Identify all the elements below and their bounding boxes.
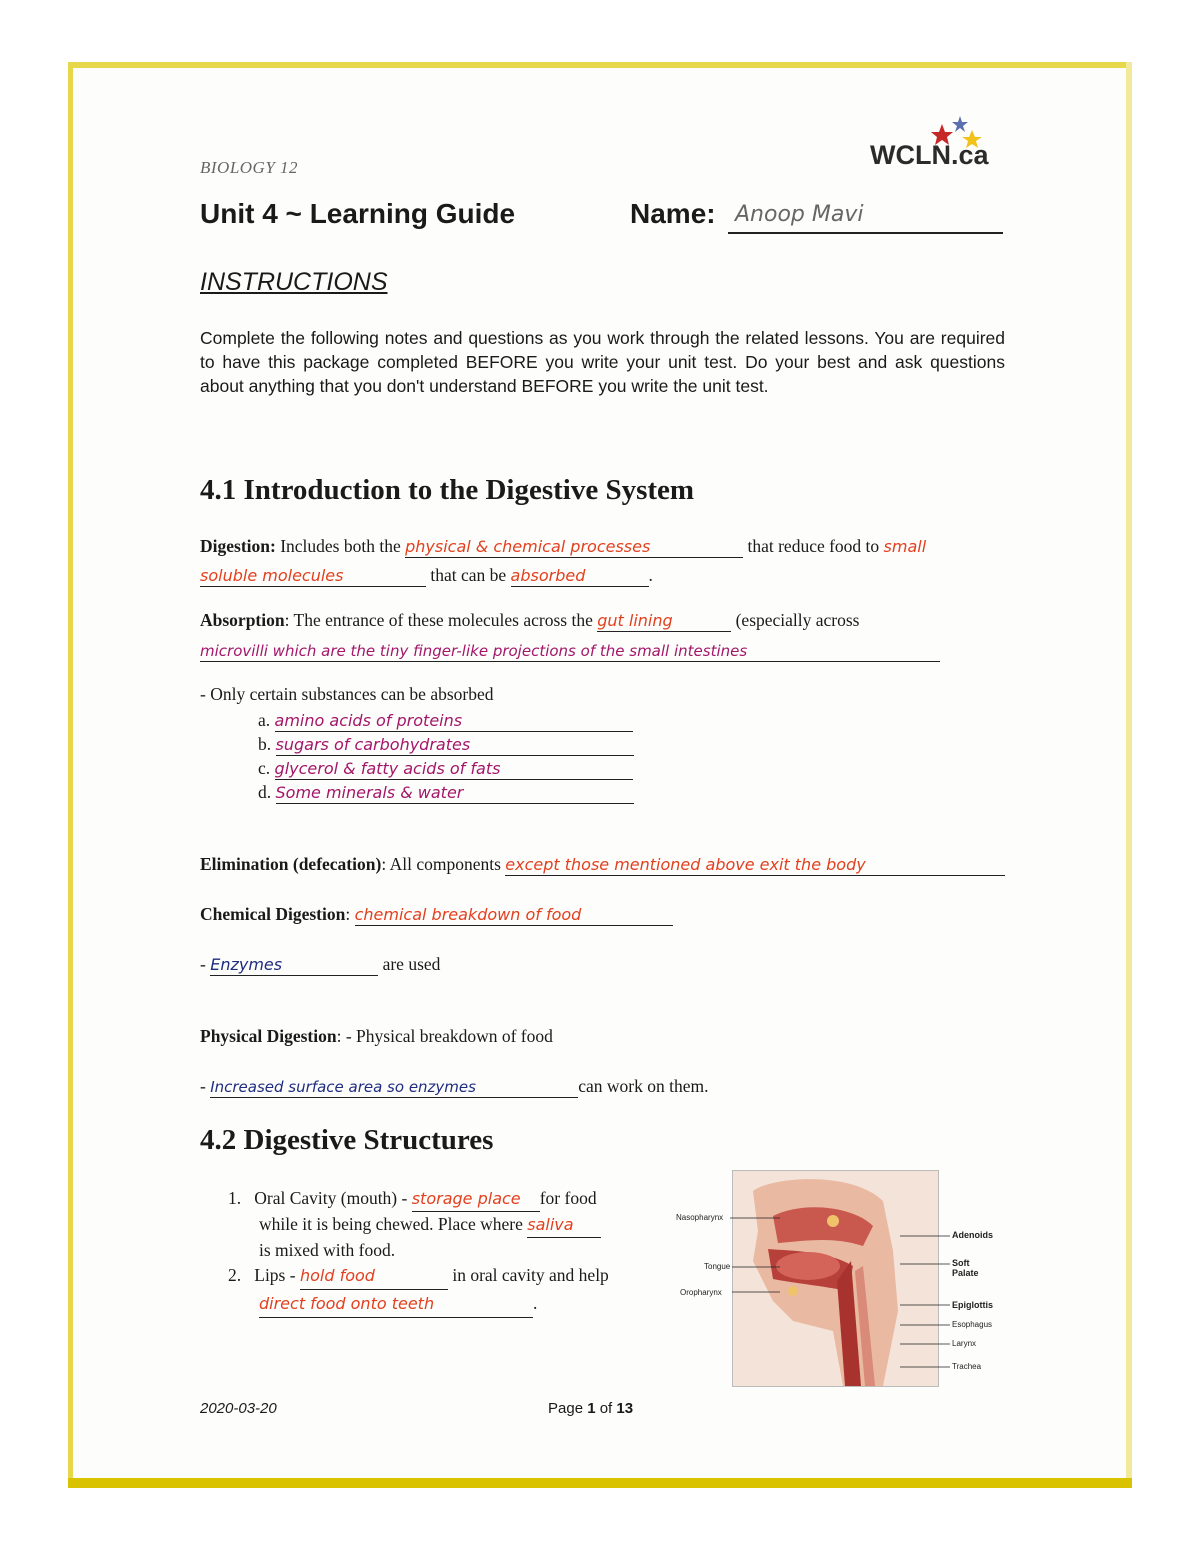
footer-date: 2020-03-20 [200,1400,277,1417]
absorbed-letter: b. [258,734,272,754]
item1-text-1: Oral Cavity (mouth) - [254,1188,412,1208]
absorbed-blank[interactable] [276,782,634,804]
enzymes-dash: - [200,954,211,974]
enzymes-answer: Enzymes [210,955,283,974]
digestion-blank-3[interactable] [200,565,426,587]
elimination-label: Elimination (defecation) [200,854,382,874]
wcln-logo [870,116,1010,184]
section-42-heading: 4.2 Digestive Structures [200,1124,494,1156]
surface-line [200,1076,708,1098]
item2-text-1: Lips - [254,1265,300,1285]
diagram-label-trachea: Trachea [952,1362,982,1371]
item2-text-3: . [533,1293,538,1313]
absorbed-answer: sugars of carbohydrates [275,735,471,754]
diagram-label-larynx: Larynx [952,1339,977,1348]
digestion-label: Digestion: [200,536,276,556]
absorption-line-2 [200,640,940,662]
diagram-label-epiglottis: Epiglottis [952,1300,993,1310]
structure-item-2 [228,1262,668,1318]
absorbed-item-d [258,782,634,804]
absorbed-item-c [258,758,633,780]
digestion-text-4: . [648,565,653,585]
chemical-line [200,904,673,926]
item1-text-4: is mixed with food. [259,1240,396,1260]
elimination-blank[interactable] [505,854,1005,876]
digestion-line-1 [200,536,926,558]
digestion-text-1: Includes both the [275,536,406,556]
footer-page-number [548,1400,633,1417]
physical-text: : - Physical breakdown of food [336,1026,553,1046]
item1-answer-2: saliva [527,1215,574,1234]
name-line [728,232,1003,234]
item1-answer-1: storage place [411,1189,521,1208]
absorbed-letter: c. [258,758,271,778]
chemical-label: Chemical Digestion [200,904,346,924]
absorbed-blank[interactable] [276,734,634,756]
digestion-answer-1: physical & chemical processes [405,537,651,556]
item2-blank-2[interactable] [259,1290,533,1318]
page-total: 13 [616,1400,634,1417]
item-number: 1. [228,1188,242,1208]
absorbed-blank[interactable] [275,710,633,732]
elimination-text: : All components [381,854,506,874]
digestion-blank-1[interactable] [405,536,743,558]
paper-edge-bottom [68,1478,1132,1488]
absorbed-item-b [258,734,634,756]
course-label: BIOLOGY 12 [200,158,299,177]
absorption-label: Absorption [200,610,285,630]
absorption-blank-2[interactable] [200,640,940,662]
item1-blank-1[interactable] [412,1186,540,1212]
item1-text-2: for food [539,1188,597,1208]
logo-text: WCLN.ca [870,140,989,170]
absorption-blank-1[interactable] [597,610,731,632]
section-41-heading: 4.1 Introduction to the Digestive System [200,474,695,506]
absorption-text-1: : The entrance of these molecules across the [284,610,598,630]
physical-line [200,1026,553,1047]
absorption-answer-1: gut lining [597,611,673,630]
digestion-answer-3: soluble molecules [200,566,344,585]
enzymes-blank[interactable] [210,954,378,976]
item1-blank-2[interactable] [527,1212,601,1238]
item2-answer-2: direct food onto teeth [259,1294,435,1313]
enzymes-line [200,954,440,976]
digestion-text-3: that can be [426,565,511,585]
paper-edge-right [1126,62,1132,1487]
item2-answer-1: hold food [299,1266,375,1285]
page-current: 1 [587,1400,596,1417]
absorption-line-1 [200,610,860,632]
chemical-answer: chemical breakdown of food [354,905,582,924]
absorbed-answer: amino acids of proteins [274,711,463,730]
item2-text-2: in oral cavity and help [447,1265,609,1285]
digestion-line-2 [200,565,653,587]
absorbed-letter: a. [258,710,271,730]
chemical-text: : [345,904,355,924]
physical-label: Physical Digestion [200,1026,337,1046]
digestion-text-2: that reduce food to [743,536,884,556]
diagram-leader-lines [700,1210,960,1370]
structure-item-1 [228,1186,658,1262]
elimination-line [200,854,1005,876]
absorption-answer-2: microvilli which are the tiny finger-like projections of the small intestines [200,642,748,660]
surface-dash: - [200,1076,211,1096]
diagram-label-adenoids: Adenoids [952,1230,994,1240]
page-prefix: Page [548,1400,588,1417]
diagram-label-nasopharynx: Nasopharynx [676,1213,724,1222]
diagram-label-esophagus: Esophagus [952,1320,993,1329]
page-of: of [595,1400,617,1417]
digestion-answer-2[interactable]: small [883,537,927,556]
diagram-label-oropharynx: Oropharynx [680,1288,722,1297]
absorption-text-2: (especially across [731,610,860,630]
absorbed-letter: d. [258,782,272,802]
instructions-heading: INSTRUCTIONS [200,268,388,296]
item1-text-3: while it is being chewed. Place where [259,1214,528,1234]
page-title: Unit 4 ~ Learning Guide [200,198,516,229]
surface-text: can work on them. [578,1076,709,1096]
surface-blank[interactable] [210,1076,578,1098]
diagram-label-tongue: Tongue [704,1262,731,1271]
digestion-blank-4[interactable] [511,565,649,587]
item2-blank-1[interactable] [300,1262,448,1290]
absorbed-answer: glycerol & fatty acids of fats [274,759,501,778]
absorbed-answer: Some minerals & water [275,783,464,802]
item-number: 2. [228,1265,242,1285]
only-certain-text: - Only certain substances can be absorbed [200,684,494,704]
absorbed-item-a [258,710,633,732]
name-label: Name: [630,198,716,229]
name-field[interactable]: Anoop Mavi [735,202,864,227]
instructions-text: Complete the following notes and questions as you work through the related lessons. You are required to have this package completed BEFORE you write your unit test. Do your best and ask questions about anything that you don't understand BEFORE you write the unit test. [200,328,1005,396]
enzymes-text: are used [378,954,441,974]
elimination-answer: except those mentioned above exit the body [505,855,866,874]
diagram-label-soft-palate: Soft Palate [952,1258,979,1278]
surface-answer: Increased surface area so enzymes [210,1078,476,1096]
digestion-answer-4: absorbed [510,566,586,585]
absorbed-blank[interactable] [275,758,633,780]
chemical-blank[interactable] [355,904,673,926]
